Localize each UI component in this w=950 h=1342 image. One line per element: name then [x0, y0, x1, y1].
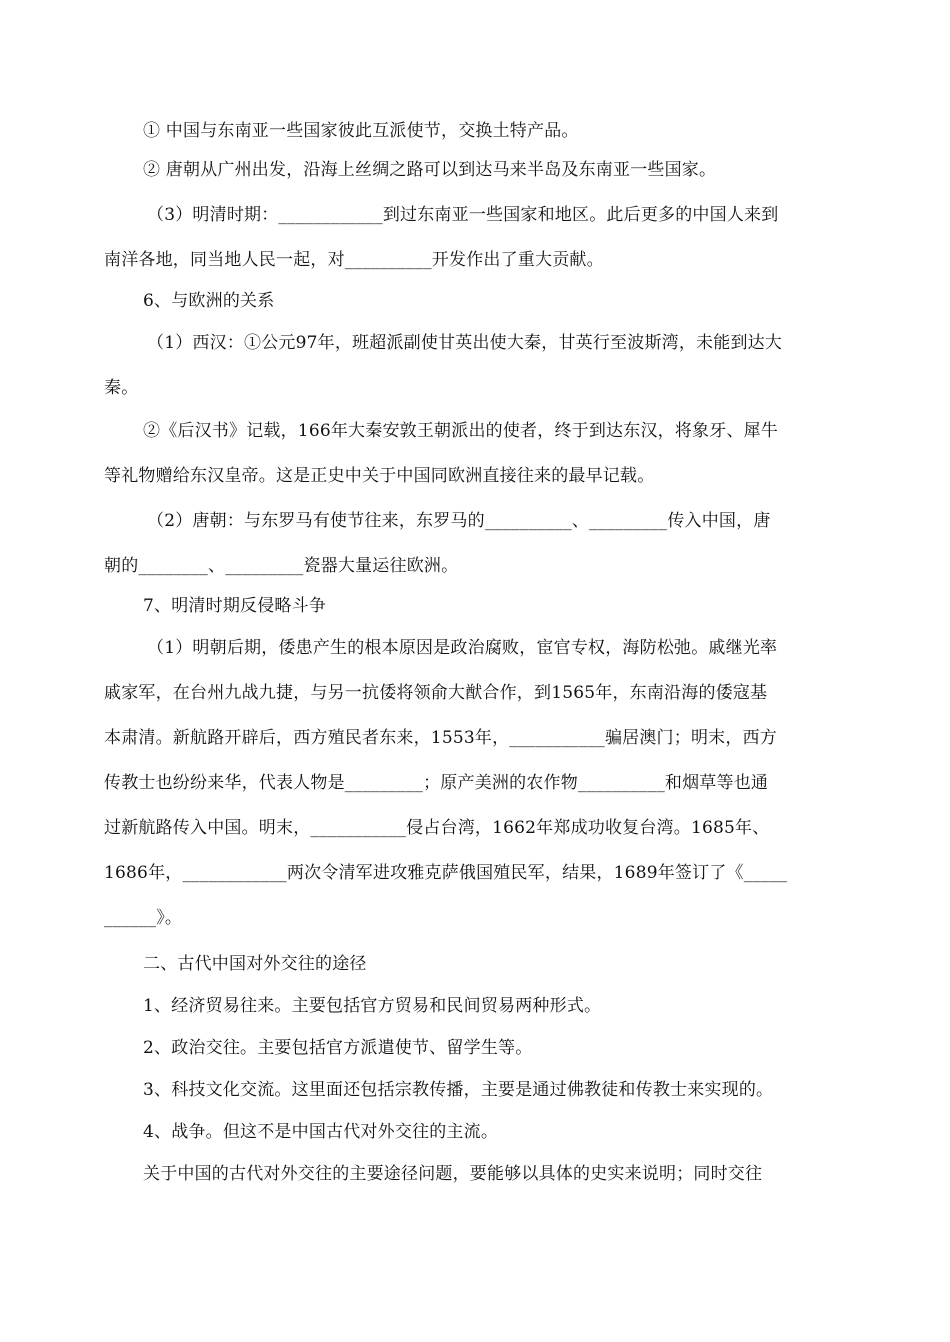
text-line: （1）明朝后期，倭患产生的根本原因是政治腐败，宦官专权，海防松弛。戚继光率: [147, 638, 778, 658]
text-line: 关于中国的古代对外交往的主要途径问题，要能够以具体的史实来说明；同时交往: [143, 1164, 763, 1184]
text-line: 4、战争。但这不是中国古代对外交往的主流。: [143, 1122, 499, 1142]
text-line: 2、政治交往。主要包括官方派遣使节、留学生等。: [143, 1038, 533, 1058]
text-line: ______》。: [104, 908, 183, 928]
text-line: 朝的________、_________瓷器大量运往欧洲。: [104, 556, 459, 576]
text-line: 传教士也纷纷来华，代表人物是_________；原产美洲的农作物__________和烟草等也通: [104, 773, 769, 793]
text-line: 1686年，____________两次令清军进攻雅克萨俄国殖民军，结果，1689年签订了《_____: [104, 863, 788, 883]
text-line: （2）唐朝：与东罗马有使节往来，东罗马的__________、_________传入中国，唐: [147, 511, 771, 531]
text-line: 3、科技文化交流。这里面还包括宗教传播，主要是通过佛教徒和传教士来实现的。: [143, 1080, 774, 1100]
text-line: 过新航路传入中国。明末，___________侵占台湾，1662年郑成功收复台湾。1685年、: [104, 818, 770, 838]
section-heading: 7、明清时期反侵略斗争: [143, 596, 327, 616]
text-line: （1）西汉：①公元97年，班超派副使甘英出使大秦，甘英行至波斯湾，未能到达大: [147, 333, 783, 353]
text-line: 秦。: [104, 378, 139, 398]
text-line: 等礼物赠给东汉皇帝。这是正史中关于中国同欧洲直接往来的最早记载。: [104, 466, 655, 486]
section-heading: 二、古代中国对外交往的途径: [143, 954, 367, 974]
text-line: 本肃清。新航路开辟后，西方殖民者东来，1553年，___________骗居澳门；明末，西方: [104, 728, 777, 748]
text-line: 戚家军，在台州九战九捷，与另一抗倭将领俞大猷合作，到1565年，东南沿海的倭寇基: [104, 683, 768, 703]
section-heading: 6、与欧洲的关系: [143, 291, 275, 311]
text-line: ① 中国与东南亚一些国家彼此互派使节，交换土特产品。: [143, 121, 579, 141]
text-line: ②《后汉书》记载，166年大秦安敦王朝派出的使者，终于到达东汉，将象牙、犀牛: [143, 421, 779, 441]
text-line: （3）明清时期：____________到过东南亚一些国家和地区。此后更多的中国人来到: [147, 205, 779, 225]
text-line: ② 唐朝从广州出发，沿海上丝绸之路可以到达马来半岛及东南亚一些国家。: [143, 160, 717, 180]
text-line: 南洋各地，同当地人民一起，对__________开发作出了重大贡献。: [104, 250, 604, 270]
text-line: 1、经济贸易往来。主要包括官方贸易和民间贸易两种形式。: [143, 996, 602, 1016]
